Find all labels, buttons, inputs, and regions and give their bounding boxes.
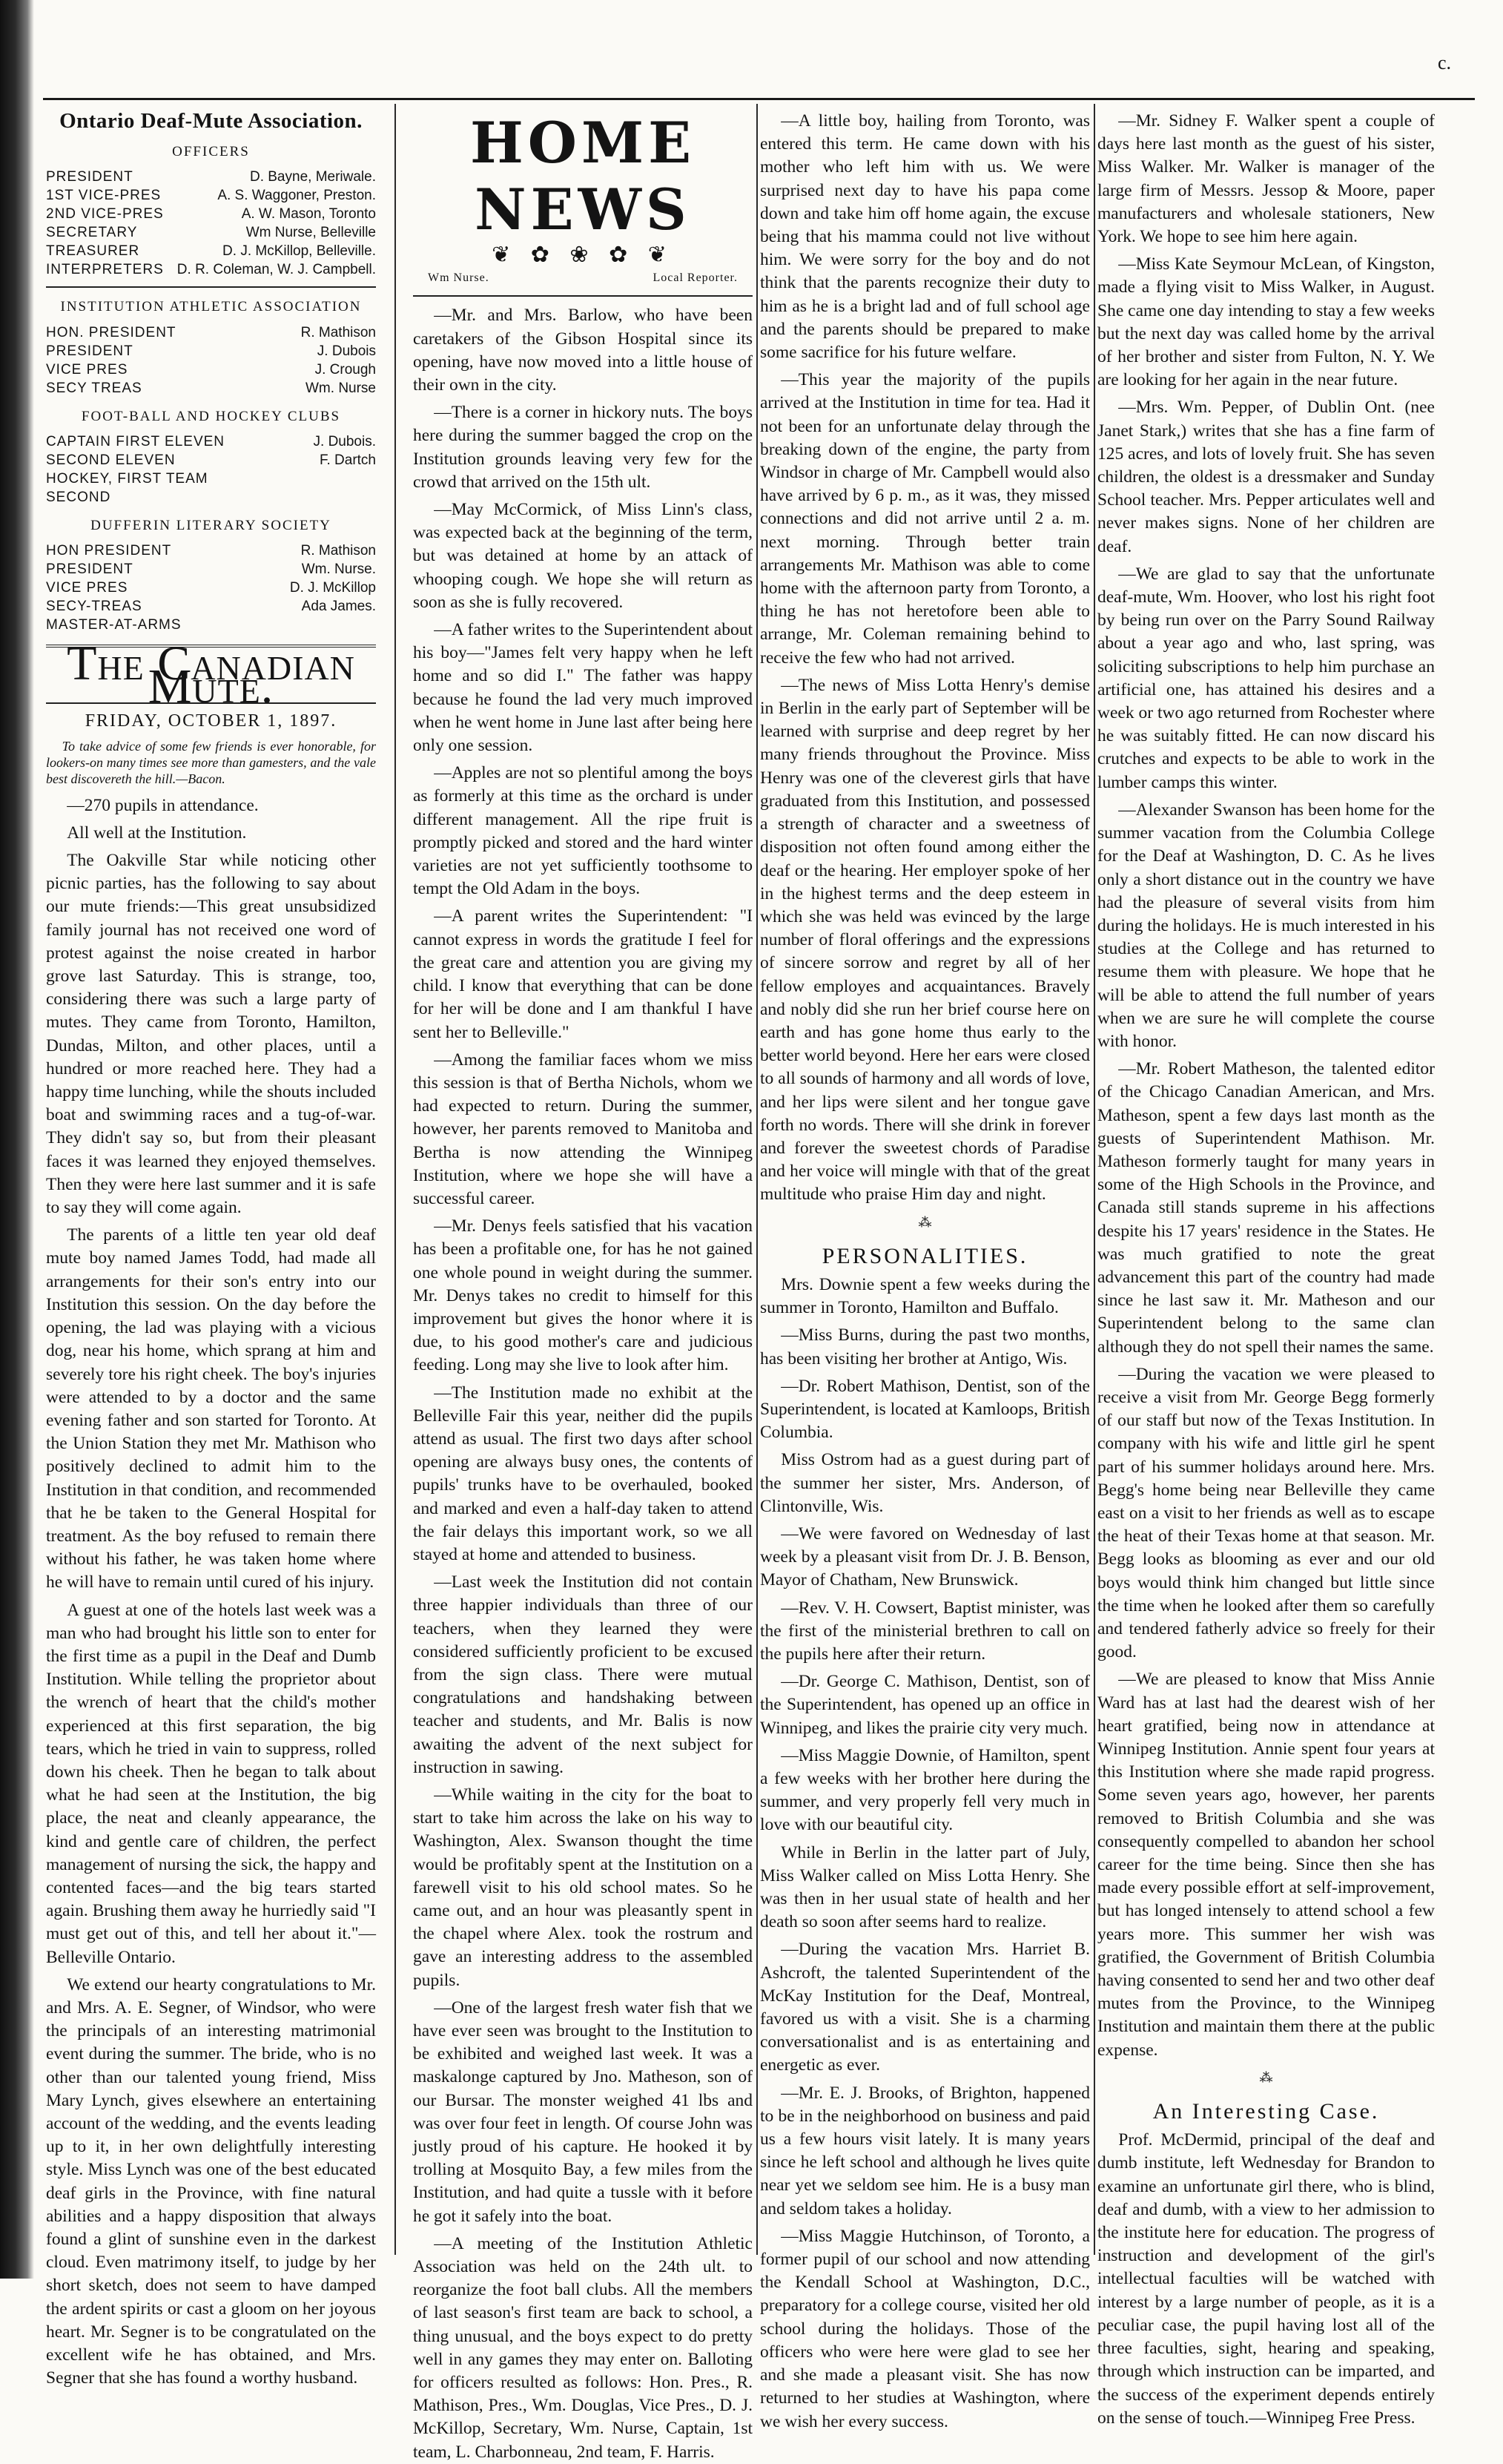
personal-item: Mrs. Downie spent a few weeks during the summer in Toronto, Hamilton and Buffalo. <box>760 1274 1090 1318</box>
news-item: —A little boy, hailing from Toronto, was entered this term. He came down with his mother who left him with us. We were surprised next day to have his papa come down and take him off home again, the excuse being that his mamma could not live without him. We were sorry for the boy and do not think that the parents recognize their duty to him as he is a bright lad and of full school age and the parents should be prepared to make some sacrifice for his future welfare. <box>760 111 1090 363</box>
news-item: —This year the majority of the pupils arrived at the Institution in time for tea. Had it not been for an unfortunate delay through the breaking down of the engine, the party from Windsor in charge of Mr. Campbell would also have arrived by 6 p. m., as it was, they missed connections and did not arrive until 2 a. m. next morning. Through better train arrangements Mr. Mathison was able to come home with the afternoon party from Toronto, a thing he has not heretofore been able to arrange, Mr. Coleman remaining behind to receive the few who had not arrived. <box>760 370 1090 668</box>
col3-articles <box>760 110 1090 1207</box>
separator-icon: ⁂ <box>1259 2069 1273 2085</box>
dufferin-title: DUFFERIN LITERARY SOCIETY <box>90 517 331 533</box>
association-title: Ontario Deaf-Mute Association. <box>59 109 363 133</box>
officer-row: 1ST VICE-PRES A. S. Waggoner, Preston. <box>46 188 376 204</box>
dufferin-officers <box>46 541 376 634</box>
news-item: —Mr. Sidney F. Walker spent a couple of days here last month as the guest of his sister, Miss Walker. Mr. Walker is manager of the large firm of Messrs. Jessop & Moore, paper manufacturers and wholesale stationers, New York. We hope to see him here again. <box>1097 111 1435 247</box>
col1-articles <box>46 794 376 2391</box>
personal-item: —Dr. Robert Mathison, Dentist, son of the Superintendent, is located at Kamloops, British Columbia. <box>760 1376 1090 1443</box>
officer-row: SECRETARY Wm Nurse, Belleville <box>46 225 376 241</box>
officer-row: VICE PRES J. Crough <box>46 361 376 378</box>
news-item: —A meeting of the Institution Athletic Association was held on the 24th ult. to reorganize the foot ball clubs. All the members of last season's first team are back to school, a thing unusual, and the boys expect to do pretty well in any games they may enter on. Balloting for officers resulted as follows: Hon. Pres., R. Mathison, Pres., Wm. Douglas, Vice Pres., D. J. McKillop, Secretary, Wm. Nurse, Captain, 1st team, L. Charbonneau, 2nd team, F. Harris. <box>413 2233 753 2462</box>
association-officers <box>46 168 376 279</box>
news-item: Prof. McDermid, principal of the deaf and dumb institute, left Wednesday for Brandon to examine an unfortunate girl there, who is blind, deaf and dumb, with a view to her admission to the institute here for education. The progress of instruction and development of the girl's intellectual faculties will be watched with interest by a large number of people, as it is a peculiar case, the pupil having lost all of the three faculties, sight, hearing and speaking, through which instruction can be imparted, and the success of the experiment depends entirely on the sense of touch.—Winnipeg Free Press. <box>1097 2130 1435 2428</box>
news-item: —Mrs. Wm. Pepper, of Dublin Ont. (nee Janet Stark,) writes that she has a fine farm of 125 acres, and lots of lovely fruit. She has seven children, the oldest is a dressmaker and Sunday School teacher. Mrs. Pepper articulates well and never makes signs. None of her children are deaf. <box>1097 398 1435 556</box>
athletic-officers <box>46 323 376 398</box>
home-news-credits <box>413 266 753 289</box>
news-item: —Mr. Denys feels satisfied that his vacation has been a profitable one, for has he not gained one whole pound in weight during the summer. Mr. Denys takes no credit to himself for this improvement but gives the honor where it is due, to his good mother's care and judicious feeding. Long may she live to look after him. <box>413 1216 753 1375</box>
personal-item: —During the vacation Mrs. Harriet B. Ashcroft, the talented Superintendent of the McKay Institution for the Deaf, Montreal, favored us with a visit. She is a charming conversationalist and is as entertaining and energetic as ever. <box>760 1940 1090 2075</box>
personal-item: —We were favored on Wednesday of last week by a pleasant visit from Dr. J. B. Benson, Mayor of Chatham, New Brunswick. <box>760 1523 1090 1590</box>
officer-row: SECY-TREAS Ada James. <box>46 599 376 615</box>
news-item: —270 pupils in attendance. <box>67 795 259 815</box>
news-item: —The news of Miss Lotta Henry's demise in Berlin in the early part of September will be learned with surprise and deep regret by her many friends throughout the Province. Miss Henry was one of the cleverest girls that have graduated from this Institution, and possessed a strength of character and a sweetness of disposition not often found among either the deaf or the hearing. Her employer spoke of her in the highest terms and the deep esteem in which she was held was evinced by the large number of floral offerings and the expressions of sincere sorrow and regret by all of her fellow employes and acquaintances. Bravely and nobly did she run her brief course here on earth and has gone home thus early to the better world beyond. Here her ears were closed to all sounds of harmony and all words of love, and her lips were silent and her tongue gave forth no words. There will she drink in forever and forever the sweetest chords of Paradise and her voice will mingle with that of the great multitude who praise Him day and night. <box>760 675 1090 1205</box>
news-item: —One of the largest fresh water fish that we have ever seen was brought to the Institution to be exhibited and weighed last week. It was a maskalonge captured by Jno. Matheson, son of our Bursar. The monster weighed 41 lbs and was over four feet in length. Of course John was justly proud of his capture. He hooked it by trolling at Mosquito Bay, a few miles from the Institution, and had quite a tussle with it before he got it safely into the boat. <box>413 1997 753 2226</box>
athletic-title: INSTITUTION ATHLETIC ASSOCIATION <box>60 299 362 315</box>
column-3 <box>760 110 1091 2431</box>
news-item: A guest at one of the hotels last week was a man who had brought his little son to enter for the first time as a pupil in the Deaf and Dumb Institution. While telling the proprietor about the wrench of heart that the child's mother experienced at this first separation, the big tears, which he tried in vain to suppress, rolled down his cheek. Then he began to talk about what he had seen at the Institution, the big place, the neat and cleanly appearance, the kind and gentle care of children, the perfect management of nursing the sick, the happy and contented faces—and the big tears started again. Brushing them away he hurriedly said "I must get out of this, and tell her about it."—Belleville Ontario. <box>46 1600 376 1967</box>
football-title: FOOT-BALL AND HOCKEY CLUBS <box>81 408 341 424</box>
personalities-title: PERSONALITIES. <box>822 1243 1028 1268</box>
news-item: —A father writes to the Superintendent about his boy—"James felt very happy when he left home and so did I." The father was happy because he found the lad very much improved when he went home in June last after being here only one session. <box>413 620 753 756</box>
news-item: —Last week the Institution did not contain three happier individuals than three of our teachers, when they learned they were considered sufficiently proficient to be excused from the sign class. There were mutual congratulations and handshaking between teacher and students, and Mr. Balis is now awaiting the advent of the next subject for instruction in sawing. <box>413 1572 753 1777</box>
editor-credit: Wm Nurse. <box>428 271 489 285</box>
ornament-icon: ❦ ✿ ❀ ✿ ❦ <box>492 243 674 267</box>
officer-row: HON. PRESIDENT R. Mathison <box>46 324 376 340</box>
news-item: —Mr. and Mrs. Barlow, who have been caretakers of the Gibson Hospital since its opening, have now moved into a little house of their own in the city. <box>413 306 753 395</box>
personal-item: —Miss Maggie Hutchinson, of Toronto, a former pupil of our school and now attending the Kendall School at Washington, D.C., preparatory for a college course, visited her old school during the holidays. Those of the officers who were here were glad to see her and she made a pleasant visit. She has now returned to her studies at Washington, where we wish her every success. <box>760 2226 1091 2431</box>
officer-row: PRESIDENT J. Dubois <box>46 343 376 359</box>
personal-item: —Rev. V. H. Cowsert, Baptist minister, was the first of the ministerial brethren to call on the pupils here after their return. <box>760 1598 1090 1664</box>
personal-item: —Mr. E. J. Brooks, of Brighton, happened to be in the neighborhood on business and paid us a few hours visit lately. It is many years since he left school and although he lives quite near yet we seldom see him. He is a busy man and seldom takes a holiday. <box>760 2083 1090 2218</box>
officer-row: SECOND ELEVEN F. Dartch <box>46 452 376 468</box>
page-binding-edge <box>0 0 34 2279</box>
officer-row: MASTER-AT-ARMS <box>46 617 182 633</box>
separator-icon: ⁂ <box>918 1214 932 1230</box>
home-news-title: HOME NEWS <box>469 110 696 243</box>
officer-row: SECY TREAS Wm. Nurse <box>46 380 376 396</box>
news-item: —During the vacation we were pleased to receive a visit from Mr. George Begg formerly of our staff but now of the Texas Institution. In company with his wife and little girl he spent part of his summer holidays around here. Mrs. Begg's home being near Belleville they came east on a visit to her friends as well as to escape the heat of their Texas home at that season. Mr. Begg looks as blooming as ever and our old boys would think him changed but little since the time when he looked after them so carefully and tendered fatherly advice so freely for their good. <box>1097 1364 1435 1662</box>
col4-articles <box>1097 110 1435 2062</box>
motto: To take advice of some few friends is ever honorable, for lookers-on many times see more than gamesters, and the vale best discovereth the hill.—Bacon. <box>46 738 376 786</box>
officers-heading: OFFICERS <box>172 144 250 160</box>
officer-row: PRESIDENT Wm. Nurse. <box>46 561 376 578</box>
news-item: —A parent writes the Superintendent: "I cannot express in words the gratitude I feel for the great care and attention you are giving my child. I know that everything that can be done for her will be done and I am thankful I have sent her to Belleville." <box>413 906 753 1042</box>
officer-row: SECOND <box>46 489 111 505</box>
column-rule <box>394 104 396 2255</box>
news-item: The parents of a little ten year old deaf mute boy named James Todd, had made all arrangements for their son's entry into our Institution this session. On the day before the opening, the lad was playing with a vicious dog, near his home, which sprang at him and severely tore his right cheek. The boy's injuries were attended to by a doctor and the same evening father and son started for Toronto. At the Union Station they met Mr. Mathison who positively declined to admit him to the Institution in that condition, and recommended that he be taken to the General Hospital for treatment. As the boy refused to remain there without his father, he was taken home where he will have to remain until cured of his injury. <box>46 1225 376 1592</box>
officer-row: 2ND VICE-PRES A. W. Mason, Toronto <box>46 206 376 223</box>
news-item: —Alexander Swanson has been home for the summer vacation from the Columbia College for the Deaf at Washington, D. C. As he lives only a short distance out in the country we have had the pleasure of several visits from him during the holidays. He is much interested in his studies at the College and has returned to resume them with pleasure. We hope that he will be able to attend the full number of years when we are sure he will complete the course with honor. <box>1097 800 1435 1051</box>
news-item: We extend our hearty congratulations to Mr. and Mrs. A. E. Segner, of Windsor, who were the principals of an interesting matrimonial event during the summer. The bride, who is no other than our talented young friend, Miss Mary Lynch, gives elsewhere an entertaining account of the wedding, and the events leading up to it, in her own delightfully interesting style. Miss Lynch was one of the best educated deaf girls in the Province, with fine natural abilities and a happy disposition that always found a glint of sunshine even in the darkest cloud. Even matrimony itself, to judge by her short sketch, does not seem to have damped the ardent spirits or cast a gloom on her joyous heart. Mr. Segner is to be congratulated on the excellent wife he has obtained, and Mrs. Segner that she has found a worthy husband. <box>46 1974 376 2388</box>
column-4 <box>1097 110 1435 2428</box>
officer-row: CAPTAIN FIRST ELEVEN J. Dubois. <box>46 433 376 449</box>
personal-item: While in Berlin in the latter part of July, Miss Walker called on Miss Lotta Henry. She was then in her usual state of health and her death so soon after seems hard to realize. <box>760 1842 1090 1932</box>
personal-item: —Dr. George C. Mathison, Dentist, son of the Superintendent, has opened up an office in Winnipeg, and likes the prairie city very much. <box>760 1672 1090 1738</box>
reporter-credit: Local Reporter. <box>653 271 738 285</box>
news-item: —Apples are not so plentiful among the boys as formerly at this time as the orchard is under different management. All the ripe fruit is promptly picked and stored and the hard winter varieties are not yet sufficiently toothsome to tempt the Old Adam in the boys. <box>413 763 753 899</box>
news-item: —The Institution made no exhibit at the Belleville Fair this year, neither did the pupils attend as usual. The first two days after school opening are always busy ones, the contents of pupils' trunks have to be overhauled, booked and marked and even a half-day taken to attend the fair delays this important work, so we all stayed at home and attended to business. <box>413 1383 753 1564</box>
news-item: The Oakville Star while noticing other picnic parties, has the following to say about our mute friends:—This great unsubsidized family journal has not received one word of protest against the noise created in harbor grove last Saturday. This is strange, too, considering there was such a large party of mutes. They came from Toronto, Hamilton, Dundas, Milton, and other places, until a hundred or more reached here. They had a happy time lunching, while the shouts included boat and swimming races and a tug-of-war. They didn't say so, but from their pleasant faces it was learned they enjoyed themselves. Then they were here last summer and it is safe to say they will come again. <box>46 851 376 1218</box>
news-item: —May McCormick, of Miss Linn's class, was expected back at the beginning of the term, but was detained at home by an attack of whooping cough. We hope she will return as soon as she is fully recovered. <box>413 500 753 612</box>
news-item: —We are pleased to know that Miss Annie Ward has at last had the dearest wish of her heart gratified, being now in attendance at Winnipeg Institution. Annie spent four years at this Institution where she made rapid progress. Some seven years ago, however, her parents removed to British Columbia and she was consequently compelled to abandon her school career for the time being. Since then she has made every possible effort at self-improvement, but has longed intensely to attend school a few years more. This summer her wish was gratified, the Government of British Columbia having consented to send her and two other deaf mutes from the Province, to the Winnipeg Institution and maintain them there at the public expense. <box>1097 1670 1435 2060</box>
officer-row: VICE PRES D. J. McKillop <box>46 580 376 596</box>
personal-item: Miss Ostrom had as a guest during part of the summer her sister, Mrs. Anderson, of Clintonville, Wis. <box>760 1450 1090 1516</box>
column-rule <box>756 104 758 2255</box>
officer-row: HON PRESIDENT R. Mathison <box>46 543 376 559</box>
personal-item: —Miss Burns, during the past two months, has been visiting her brother at Antigo, Wis. <box>760 1325 1090 1368</box>
officer-row: HOCKEY, FIRST TEAM <box>46 470 208 487</box>
news-item: —Mr. Robert Matheson, the talented editor of the Chicago Canadian American, and Mrs. Matheson, spent a few days last month as the guests of Superintendent Mathison. Mr. Matheson formerly taught for many years in some of the High Schools in the Province, and Canada still stands supreme in his affections despite his 17 years' residence in the States. He was much gratified to note the great advancement this part of the country had made since he last saw it. Mr. Matheson and our Superintendent belong to the same clan although they do not spell their names the same. <box>1097 1059 1435 1357</box>
col2-articles <box>413 304 753 2463</box>
news-item: —While waiting in the city for the boat to start to take him across the lake on his way to Washington, Alex. Swanson thought the time would be profitably spent at the Institution on a farewell visit to his old school mates. So he came out, and an hour was pleasantly spent in the chapel where Alex. took the rostrum and gave an interesting address to the assembled pupils. <box>413 1785 753 1990</box>
top-rule <box>43 98 1475 100</box>
column-1 <box>46 109 376 2388</box>
personal-item: —Miss Maggie Downie, of Hamilton, spent a few weeks with her brother here during the summer, and very properly fell very much in love with our beautiful city. <box>760 1745 1090 1835</box>
news-item: —We are glad to say that the unfortunate deaf-mute, Wm. Hoover, who lost his right foot by being run over on the Parry Sound Railway about a year ago and who, last spring, was soliciting subscriptions to help him purchase an artificial one, has attained his desires and a week or two ago returned from Rochester where he was suitably fitted. He can now discard his crutches and expects to be able to work in the lumber camps this winter. <box>1097 564 1435 792</box>
officer-row: INTERPRETERS D. R. Coleman, W. J. Campbell. <box>46 262 376 278</box>
news-item: —Miss Kate Seymour McLean, of Kingston, made a flying visit to Miss Walker, in August. She came one day intending to stay a few weeks but the next day was called home by the arrival of her brother and sister from Fulton, N. Y. We are looking for her again in the near future. <box>1097 254 1435 390</box>
personalities-list <box>760 1274 1090 2434</box>
officer-row: PRESIDENT D. Bayne, Meriwale. <box>46 169 376 185</box>
masthead-title: The Canadian Mute. <box>46 645 376 704</box>
dateline: FRIDAY, OCTOBER 1, 1897. <box>85 711 337 731</box>
column-rule <box>1094 104 1095 2255</box>
page-mark: c. <box>1437 52 1451 73</box>
column-2 <box>413 110 753 2462</box>
home-news-banner <box>413 110 753 297</box>
interesting-case-title: An Interesting Case. <box>1152 2099 1380 2124</box>
news-item: —Among the familiar faces whom we miss this session is that of Bertha Nichols, whom we had expected to return. During the summer, however, her parents removed to Manitoba and Bertha is now attending the Winnipeg Institution, where we hope she will have a successful career. <box>413 1050 753 1208</box>
news-item: All well at the Institution. <box>67 823 247 843</box>
divider <box>46 286 376 288</box>
news-item: —There is a corner in hickory nuts. The boys here during the summer bagged the crop on the Institution grounds leaving very few for the crowd that arrived on the 15th ult. <box>413 403 753 492</box>
officer-row: TREASURER D. J. McKillop, Belleville. <box>46 243 376 260</box>
football-officers <box>46 432 376 507</box>
interesting-case-body <box>1097 2129 1435 2430</box>
